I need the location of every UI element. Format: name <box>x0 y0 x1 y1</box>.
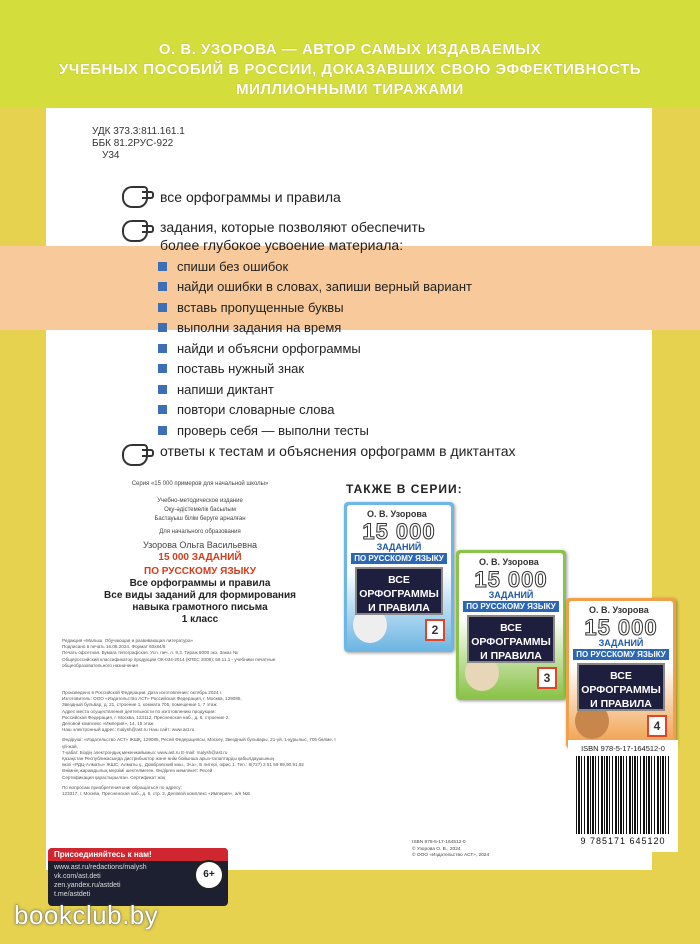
book-cover-subject: ПО РУССКОМУ ЯЗЫКУ <box>351 553 447 564</box>
book-subject: ПО РУССКОМУ ЯЗЫКУ <box>144 566 256 577</box>
book-cover-zadaniy: ЗАДАНИЙ <box>598 638 644 648</box>
book-title: 15 000 ЗАДАНИЙ <box>158 552 242 563</box>
pointing-hand-icon <box>122 186 148 208</box>
pointing-hand-icon <box>122 220 148 242</box>
square-bullet-icon <box>158 426 167 435</box>
fine-print-line: Өндіруші: «Издательство АСТ» ЖШҚ, 129085, Ресей Федерациясы, Мәскеу, Звездный бульвары, 21-үй, 1-құрылыс, 705 бөлме, I үй-жай, <box>62 737 336 749</box>
udk-code: УДК 373.3:811.161.1 <box>92 126 185 137</box>
fine-print-line: ISBN 978-5-17-164512-0 <box>412 840 466 845</box>
task-list-item <box>158 359 472 380</box>
book-cover-zadaniy: ЗАДАНИЙ <box>376 542 422 552</box>
fine-print-line: 7-қабат. Біздің электрондық мекенжайымыз: www.ast.ru E-mail: malysh@ast.ru <box>62 749 228 755</box>
age-rating-badge: 6+ <box>194 860 224 890</box>
square-bullet-icon <box>158 303 167 312</box>
social-link-vk[interactable]: vk.com/ast.deti <box>54 873 101 880</box>
book-cover-screen: ВСЕ ОРФОГРАММЫ И ПРАВИЛА <box>355 567 443 615</box>
book-cover-author: О. В. Узорова <box>367 509 427 519</box>
watermark: bookclub.by <box>14 900 159 930</box>
fine-print-line: Изготовитель: ООО «Издательство АСТ» Российская Федерация, г. Москва, 129085, <box>62 696 242 702</box>
square-bullet-icon <box>158 262 167 271</box>
series-book-cover <box>456 550 566 700</box>
book-cover-inner <box>569 601 673 745</box>
edition-type: Учебно-методическое издание <box>157 498 243 504</box>
book-cover-number: 15 000 <box>474 567 548 592</box>
barcode <box>576 756 670 834</box>
book-cover-number: 15 000 <box>584 615 658 640</box>
book-cover-zadaniy: ЗАДАНИЙ <box>488 590 534 600</box>
fine-print-line: Подписано в печать 16.08.2024. Формат 60х84/8 <box>62 644 166 650</box>
header-line-2: УЧЕБНЫХ ПОСОБИЙ В РОССИИ, ДОКАЗАВШИХ СВОЮ ЭФФЕКТИВНОСТЬ <box>58 61 642 78</box>
isbn-block <box>568 740 678 852</box>
task-list <box>158 256 472 441</box>
fine-print-line: Наш электронный адрес: malysh@ast.ru Наш сайт: www.ast.ru <box>62 727 195 733</box>
book-subtitle-1: Все орфограммы и правила <box>129 578 271 589</box>
task-list-label: вставь пропущенные буквы <box>177 299 344 315</box>
social-link-zen[interactable]: zen.yandex.ru/astdeti <box>54 882 121 889</box>
edition-type-kz: Оқу-әдістемелік басылым <box>164 507 236 513</box>
classification-codes <box>92 126 185 162</box>
book-cover-screen: ВСЕ ОРФОГРАММЫ И ПРАВИЛА <box>577 663 665 711</box>
task-list-item <box>158 338 472 359</box>
book-cover-grade: 2 <box>425 619 445 641</box>
isbn-number: 9 785171 645120 <box>580 836 666 846</box>
series-book-cover <box>566 598 676 748</box>
square-bullet-icon <box>158 385 167 394</box>
book-subtitle-2: Все виды заданий для формирования <box>104 590 296 601</box>
book-cover-subject: ПО РУССКОМУ ЯЗЫКУ <box>463 601 559 612</box>
task-list-label: проверь себя — выполни тесты <box>177 422 369 438</box>
bbk-code: ББК 81.2РУС-922 <box>92 138 174 149</box>
copyright-info <box>412 840 652 860</box>
book-cover-inner <box>459 553 563 697</box>
feature-2b: более глубокое усвоение материала: <box>160 237 404 253</box>
square-bullet-icon <box>158 344 167 353</box>
fine-print-line: © ООО «Издательство АСТ», 2024 <box>412 853 490 858</box>
fine-print-line: Адрес места осуществления деятельности по изготовлению продукции: <box>62 708 216 714</box>
book-cover-subject: ПО РУССКОМУ ЯЗЫКУ <box>573 649 669 660</box>
book-cover-grade: 3 <box>537 667 557 689</box>
social-heading: Присоединяйтесь к нам! <box>48 848 228 861</box>
task-list-label: поставь нужный знак <box>177 361 305 377</box>
fine-print-line: Деловой комплекс «Империя», 14, 15 этаж <box>62 721 154 727</box>
fine-print-line: © Узорова О. В., 2024 <box>412 846 461 852</box>
book-subtitle-3: навыка грамотного письма <box>132 602 268 613</box>
square-bullet-icon <box>158 364 167 373</box>
task-list-item <box>158 297 472 318</box>
square-bullet-icon <box>158 323 167 332</box>
fine-print-line: Произведено в Российской Федерации. Дата изготовления: октябрь 2024 г. <box>62 690 223 695</box>
task-list-label: выполни задания на время <box>177 320 342 336</box>
print-info <box>62 638 342 669</box>
task-list-item <box>158 318 472 339</box>
book-cover-screen: ВСЕ ОРФОГРАММЫ И ПРАВИЛА <box>467 615 555 663</box>
fine-print-line: Российская Федерация, г. Москва, 123112, Пресненская наб., д. 6, строение 2, <box>62 714 230 720</box>
book-grade: 1 класс <box>181 614 219 625</box>
fine-print-line: общеобразовательного назначения <box>62 662 138 668</box>
fine-print-line: 123317, г. Москва, Пресненская наб., д. 6, стр. 2, Деловой комплекс «Империя», а/я №5 <box>62 791 250 797</box>
series-book-cover <box>344 502 454 652</box>
task-list-label: найди и объясни орфограммы <box>177 340 361 356</box>
task-list-label: спиши без ошибок <box>177 258 289 274</box>
task-list-label: напиши диктант <box>177 381 274 397</box>
book-cover-author: О. В. Узорова <box>479 557 539 567</box>
task-list-item <box>158 379 472 400</box>
feature-2a: задания, которые позволяют обеспечить <box>160 219 426 235</box>
author-code: У34 <box>102 150 120 161</box>
square-bullet-icon <box>158 282 167 291</box>
fine-print-line: По вопросам приобретения книг обращаться по адресу: <box>62 784 182 790</box>
fine-print-line: Өнімнің жарамдылық мерзімі шектелмеген. Өндірген мемлекет: Ресей <box>62 768 213 774</box>
fine-print-line: Сертификация қарастырылған. Сертификат жоқ <box>62 774 166 780</box>
task-list-label: найди ошибки в словах, запиши верный вариант <box>177 279 473 295</box>
feature-1: все орфограммы и правила <box>160 189 341 205</box>
book-cover-inner <box>347 505 451 649</box>
fine-print-line: Общероссийский классификатор продукции ОК-034-2014 (КПЕС 2008); 58.11.1 - учебники печатные <box>62 656 276 662</box>
book-author: Узорова Ольга Васильевна <box>142 540 258 550</box>
edition-purpose-kz: Бастауыш білім беруге арналған <box>154 516 246 522</box>
social-link-telegram[interactable]: t.me/astdeti <box>54 891 91 898</box>
fine-print-line: өкілі «РДЦ-Алматы» ЖШС, Алматы қ., Домбровский көш., 3«а», Б литері, офис 1. Тел.: 8(727) 2 51 59 89,90,91,92 <box>62 762 304 768</box>
task-list-item <box>158 256 472 277</box>
book-cover-author: О. В. Узорова <box>589 605 649 615</box>
social-link-site[interactable]: www.ast.ru/redactions/malysh <box>54 864 147 871</box>
task-list-label: повтори словарные слова <box>177 402 335 418</box>
header-line-1: О. В. УЗОРОВА — АВТОР САМЫХ ИЗДАВАЕМЫХ <box>158 41 542 58</box>
fine-print-line: Редакция «Малыш. Обучающая и развивающая литература» <box>62 638 194 643</box>
task-list-item <box>158 400 472 421</box>
fine-print-line: Звездный бульвар, д. 21, строение 1, комната 705, помещение 1, 7 этаж <box>62 702 217 708</box>
book-cover-grade: 4 <box>647 715 667 737</box>
fine-print-line: Печать офсетная. Бумага типографская. Усл. печ. л. 9,3. Тираж 5000 экз. Заказ № <box>62 650 238 656</box>
series-name: Серия «15 000 примеров для начальной школы» <box>131 481 269 487</box>
fine-print-line: Қазақстан Республикасында дистрибьютор және өнім бойынша арыз-талаптарды қабылдаушының <box>62 756 275 762</box>
book-cover-number: 15 000 <box>362 519 436 544</box>
isbn-label: ISBN 978-5-17-164512-0 <box>581 744 665 753</box>
feature-3: ответы к тестам и объяснения орфограмм в диктантах <box>160 443 516 459</box>
edition-purpose: Для начального образования <box>159 529 241 535</box>
pointing-hand-icon <box>122 444 148 466</box>
header-tagline <box>40 40 660 100</box>
task-list-item <box>158 277 472 298</box>
header-line-3: МИЛЛИОННЫМИ ТИРАЖАМИ <box>236 81 464 98</box>
bibliographic-info <box>60 480 340 626</box>
task-list-item <box>158 420 472 441</box>
manufacturer-info <box>62 690 342 797</box>
square-bullet-icon <box>158 405 167 414</box>
series-label: ТАКЖЕ В СЕРИИ: <box>346 482 463 496</box>
